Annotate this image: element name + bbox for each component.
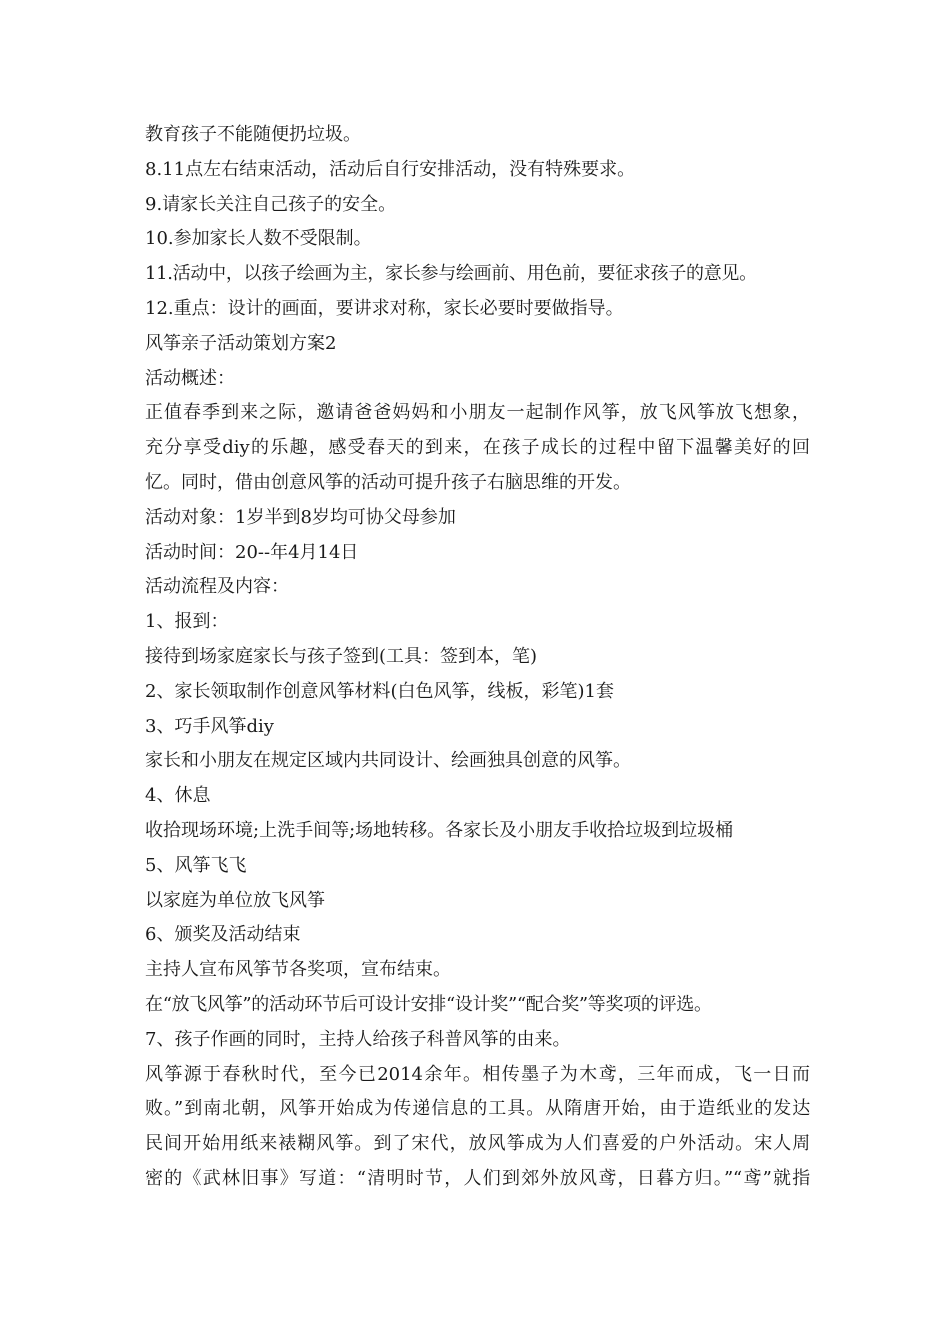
text-line: 民间开始用纸来裱糊风筝。到了宋代，放风筝成为人们喜爱的户外活动。宋人周 [145,1133,810,1155]
text-line: 主持人宣布风筝节各奖项，宣布结束。 [145,959,451,981]
text-line: 密的《武林旧事》写道：“清明时节，人们到郊外放风鸢，日暮方归。”“鸢”就指 [145,1167,810,1189]
text-line: 5、风筝飞飞 [145,854,247,876]
text-line: 败。”到南北朝，风筝开始成为传递信息的工具。从隋唐开始，由于造纸业的发达 [145,1098,810,1120]
text-line: 忆。同时，借由创意风筝的活动可提升孩子右脑思维的开发。 [145,471,631,493]
text-line: 正值春季到来之际，邀请爸爸妈妈和小朋友一起制作风筝，放飞风筝放飞想象， [145,402,810,424]
text-line: 4、休息 [145,785,211,807]
text-line: 3、巧手风筝diy [145,715,274,737]
text-line: 11.活动中，以孩子绘画为主，家长参与绘画前、用色前，要征求孩子的意见。 [145,263,757,285]
text-line: 6、颁奖及活动结束 [145,924,301,946]
text-line: 12.重点：设计的画面，要讲求对称，家长必要时要做指导。 [145,297,624,319]
text-line: 2、家长领取制作创意风筝材料(白色风筝，线板，彩笔)1套 [145,680,614,702]
text-line: 接待到场家庭家长与孩子签到(工具：签到本，笔) [145,645,538,667]
text-line: 10.参加家长人数不受限制。 [145,228,372,250]
text-line: 在“放飞风筝”的活动环节后可设计安排“设计奖”“配合奖”等奖项的评选。 [145,993,712,1015]
text-line: 活动流程及内容： [145,576,289,598]
document-body [145,118,810,1197]
text-line: 9.请家长关注自己孩子的安全。 [145,193,397,215]
text-line: 教育孩子不能随便扔垃圾。 [145,124,361,145]
text-line: 充分享受diy的乐趣，感受春天的到来，在孩子成长的过程中留下温馨美好的回 [145,437,810,459]
text-line: 活动对象：1岁半到8岁均可协父母参加 [145,506,456,528]
text-line: 7、孩子作画的同时，主持人给孩子科普风筝的由来。 [145,1028,571,1050]
text-line: 收拾现场环境;上洗手间等;场地转移。各家长及小朋友手收拾垃圾到垃圾桶 [145,819,734,841]
section-title: 风筝亲子活动策划方案2 [145,332,337,354]
text-line: 8.11点左右结束活动，活动后自行安排活动，没有特殊要求。 [145,158,636,180]
text-line: 家长和小朋友在规定区域内共同设计、绘画独具创意的风筝。 [145,750,631,772]
text-line: 1、报到： [145,611,229,633]
text-line: 风筝源于春秋时代，至今已2014余年。相传墨子为木鸢，三年而成，飞一日而 [145,1063,810,1085]
text-line: 以家庭为单位放飞风筝 [145,889,325,911]
text-line: 活动概述： [145,367,235,389]
text-line: 活动时间：20--年4月14日 [145,541,359,563]
